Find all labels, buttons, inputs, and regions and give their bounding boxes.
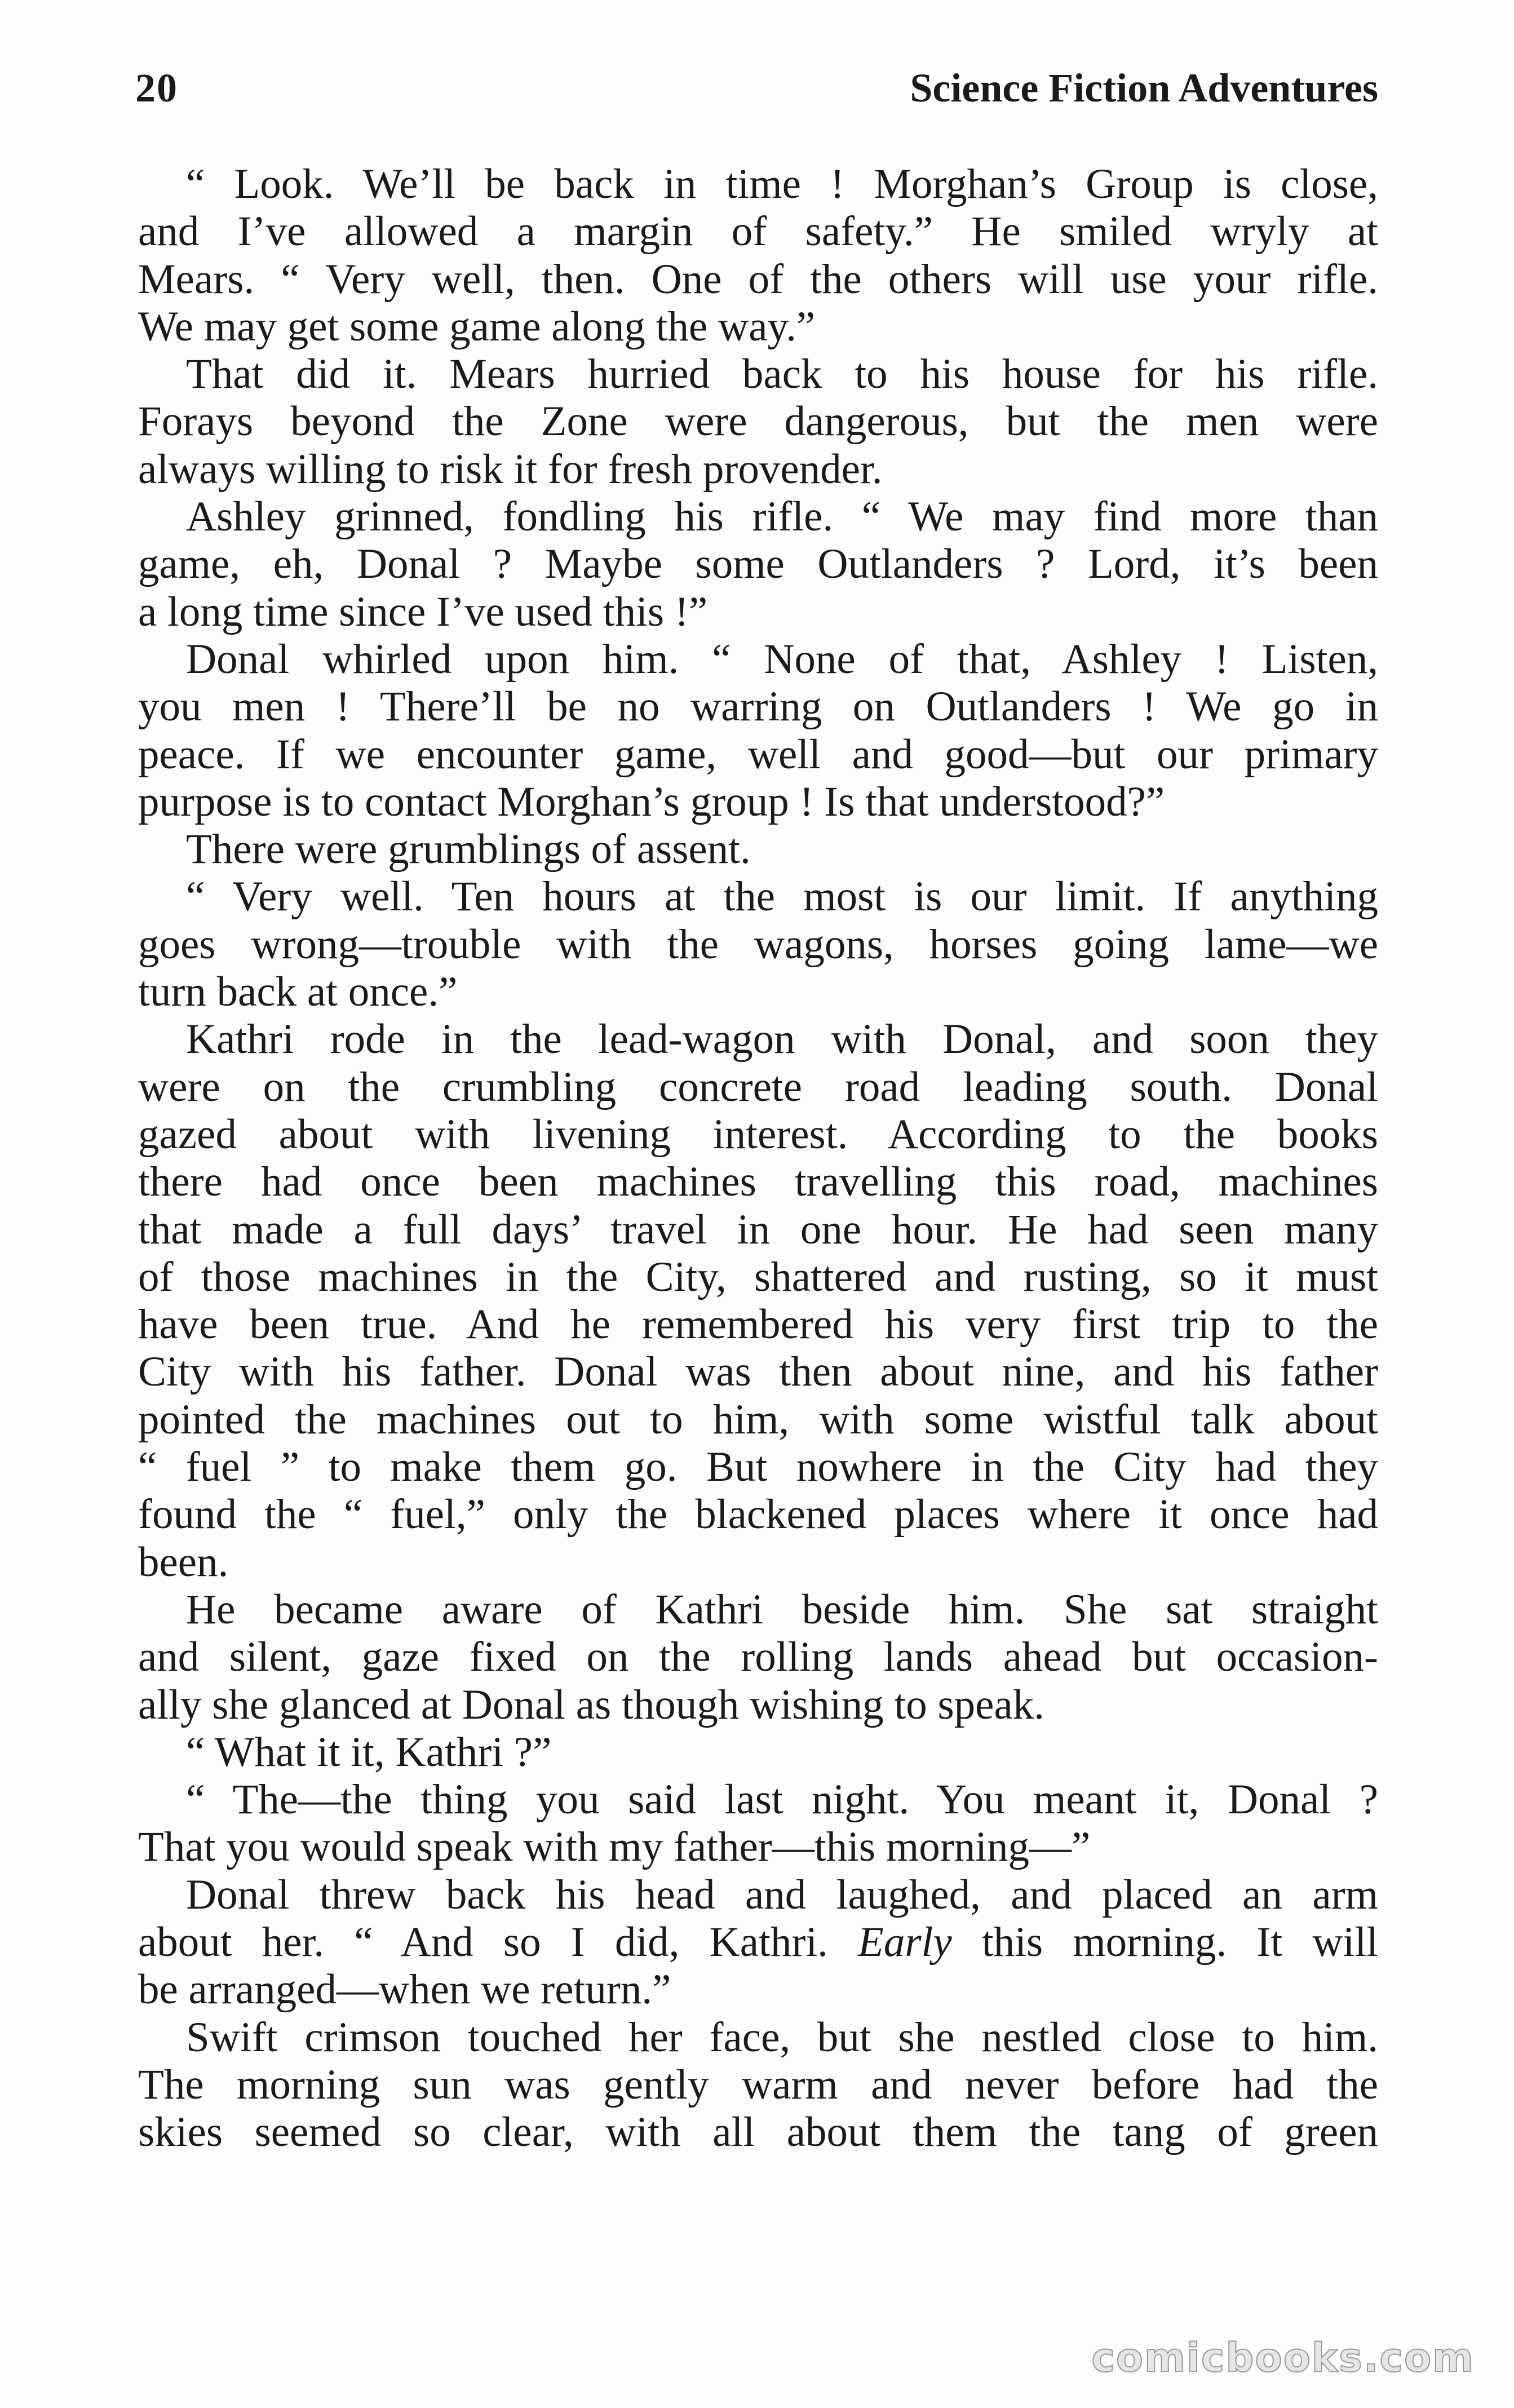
- text-line: and silent, gaze fixed on the rolling lands ahead but occasion-: [138, 1634, 1378, 1681]
- text-line: The morning sun was gently warm and never before had the: [138, 2061, 1378, 2108]
- text-line: We may get some game along the way.”: [138, 303, 816, 350]
- text-line: have been true. And he remembered his very first trip to the: [138, 1301, 1378, 1348]
- text-line: “ Very well. Ten hours at the most is our limit. If anything: [186, 873, 1378, 920]
- text-line: Donal whirled upon him. “ None of that, Ashley ! Listen,: [186, 635, 1378, 683]
- text-line: you men ! There’ll be no warring on Outlanders ! We go in: [138, 683, 1378, 731]
- italic-emphasis: Early: [858, 1918, 952, 1966]
- text-line: peace. If we encounter game, well and good—but our primary: [138, 731, 1378, 778]
- text-line: about her. “ And so I did, Kathri. Early this morning. It will: [138, 1918, 1378, 1966]
- text-line: Ashley grinned, fondling his rifle. “ We may find more than: [186, 493, 1378, 541]
- text-line: “ fuel ” to make them go. But nowhere in the City had they: [138, 1444, 1378, 1491]
- text-line: were on the crumbling concrete road leading south. Donal: [138, 1063, 1378, 1110]
- text-line: Forays beyond the Zone were dangerous, but the men were: [138, 398, 1378, 445]
- text-line: found the “ fuel,” only the blackened places where it once had: [138, 1491, 1378, 1538]
- text-line: There were grumblings of assent.: [186, 826, 751, 873]
- watermark-logo: comicbooks.com: [1091, 2335, 1475, 2381]
- text-line: “ The—the thing you said last night. You meant it, Donal ?: [186, 1776, 1378, 1823]
- text-line: Kathri rode in the lead-wagon with Donal, and soon they: [186, 1016, 1378, 1063]
- text-line: “ What it it, Kathri ?”: [186, 1728, 552, 1776]
- text-line: that made a full days’ travel in one hour. He had seen many: [138, 1206, 1378, 1253]
- text-line: gazed about with livening interest. According to the books: [138, 1110, 1378, 1158]
- text-line: Donal threw back his head and laughed, and placed an arm: [186, 1871, 1378, 1918]
- text-line: “ Look. We’ll be back in time ! Morghan’s Group is close,: [186, 161, 1378, 207]
- text-line: been.: [138, 1538, 229, 1586]
- text-line: and I’ve allowed a margin of safety.” He smiled wryly at: [138, 208, 1378, 255]
- text-line: He became aware of Kathri beside him. She sat straight: [186, 1586, 1378, 1633]
- text-line: of those machines in the City, shattered and rusting, so it must: [138, 1253, 1378, 1300]
- text-line: Mears. “ Very well, then. One of the others will use your rifle.: [138, 255, 1378, 303]
- text-line: ally she glanced at Donal as though wishing to speak.: [138, 1681, 1044, 1728]
- text-line: skies seemed so clear, with all about them the tang of green: [138, 2109, 1378, 2156]
- story-body-text: [138, 161, 1378, 2156]
- text-line: That did it. Mears hurried back to his house for his rifle.: [186, 351, 1378, 398]
- text-line: game, eh, Donal ? Maybe some Outlanders ? Lord, it’s been: [138, 541, 1378, 588]
- text-line: there had once been machines travelling this road, machines: [138, 1158, 1378, 1206]
- text-line: City with his father. Donal was then about nine, and his father: [138, 1348, 1378, 1396]
- text-line: a long time since I’ve used this !”: [138, 588, 708, 635]
- text-line: That you would speak with my father—this morning—”: [138, 1823, 1091, 1871]
- page-header: [135, 65, 1378, 127]
- text-line: purpose is to contact Morghan’s group ! Is that understood?”: [138, 778, 1165, 825]
- text-line: turn back at once.”: [138, 968, 458, 1016]
- text-line: Swift crimson touched her face, but she nestled close to him.: [186, 2013, 1378, 2061]
- text-line: be arranged—when we return.”: [138, 1966, 671, 2013]
- page-number: 20: [135, 65, 178, 110]
- text-line: goes wrong—trouble with the wagons, horses going lame—we: [138, 920, 1378, 968]
- text-line: pointed the machines out to him, with some wistful talk about: [138, 1396, 1378, 1443]
- text-line: always willing to risk it for fresh provender.: [138, 445, 883, 493]
- running-title: Science Fiction Adventures: [910, 65, 1378, 110]
